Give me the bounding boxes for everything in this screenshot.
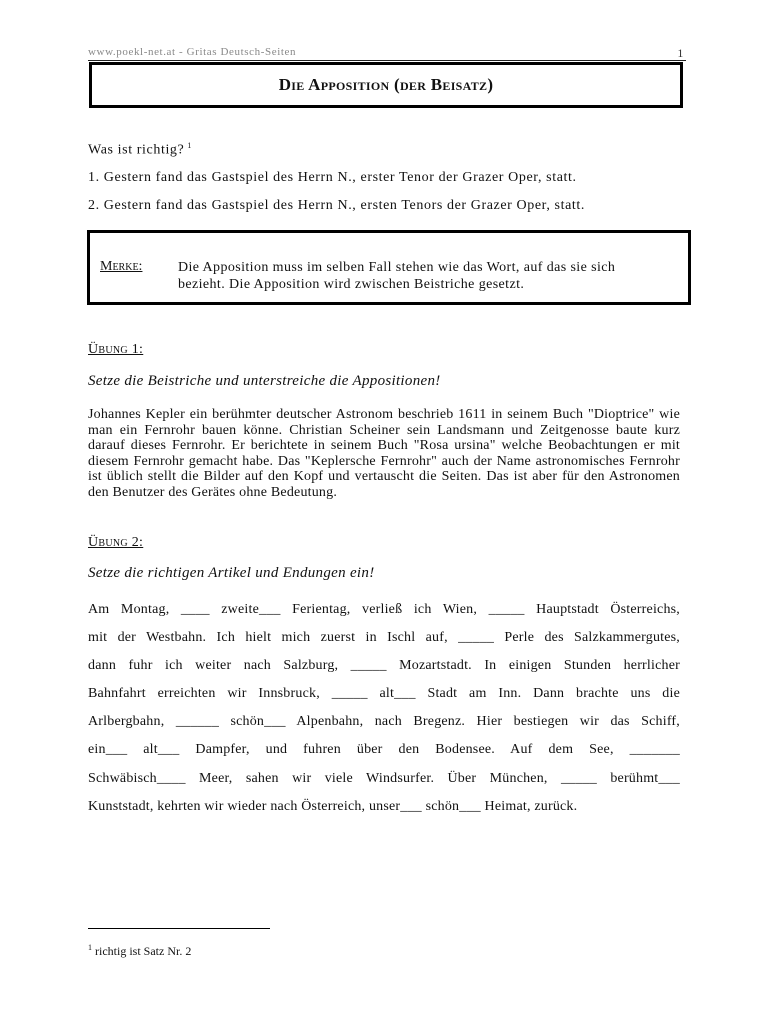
page-number: 1 bbox=[677, 46, 684, 60]
question-option-2: 2. Gestern fand das Gastspiel des Herrn N., ersten Tenors der Grazer Oper, statt. bbox=[88, 198, 585, 213]
question-prompt-text: Was ist richtig? bbox=[88, 142, 185, 158]
uebung2-line: Kunststadt, kehrten wir wieder nach Österreich, unser___ schön___ Heimat, zurück. bbox=[88, 799, 578, 814]
question-option-1: 1. Gestern fand das Gastspiel des Herrn N., erster Tenor der Grazer Oper, statt. bbox=[88, 170, 577, 185]
uebung2-line: ein___ alt___ Dampfer, und fuhren über den Bodensee. Auf dem See, _______ bbox=[88, 742, 680, 757]
uebung2-line: Schwäbisch____ Meer, sahen wir viele Windsurfer. Über München, _____ berühmt___ bbox=[88, 771, 680, 786]
footnote-number: 1 bbox=[88, 943, 92, 952]
footnote-text: richtig ist Satz Nr. 2 bbox=[95, 944, 192, 958]
header-source: www.poekl-net.at - Gritas Deutsch-Seiten bbox=[88, 46, 297, 58]
merke-box bbox=[87, 230, 691, 305]
footnote-ref: 1 bbox=[187, 141, 192, 150]
footnote-rule bbox=[88, 928, 270, 929]
uebung2-line: Am Montag, ____ zweite___ Ferientag, verließ ich Wien, _____ Hauptstadt Österreichs, bbox=[88, 602, 680, 617]
page-title: Die Apposition (der Beisatz) bbox=[278, 75, 494, 94]
uebung2-line: dann fuhr ich weiter nach Salzburg, _____ Mozartstadt. In einigen Stunden herrlicher bbox=[88, 658, 680, 673]
uebung2-line: Bahnfahrt erreichten wir Innsbruck, _____ alt___ Stadt am Inn. Dann brachte uns die bbox=[88, 686, 680, 701]
uebung2-instruction: Setze die richtigen Artikel und Endungen ein! bbox=[88, 565, 375, 581]
question-prompt bbox=[88, 141, 192, 159]
title-box bbox=[89, 62, 683, 108]
uebung1-instruction: Setze die Beistriche und unterstreiche die Appositionen! bbox=[88, 373, 441, 389]
uebung2-line: Arlbergbahn, ______ schön___ Alpenbahn, nach Bregenz. Hier bestiegen wir das Schiff, bbox=[88, 714, 680, 729]
footnote bbox=[88, 943, 191, 959]
page-header bbox=[88, 44, 686, 61]
uebung2-line: mit der Westbahn. Ich hielt mich zuerst in Ischl auf, _____ Perle des Salzkammergutes, bbox=[88, 630, 680, 645]
uebung1-text: Johannes Kepler ein berühmter deutscher Astronom beschrieb 1611 in seinem Buch "Dioptrice" wie man ein Fernrohr bauen könne. Christian Scheiner sein Landsmann und Zeitgenosse baute kurz darauf dieses Fernrohr. Er berichtete in seinem Buch "Rosa ursina" welche Beobachtungen er mit diesem Fernrohr gemacht habe. Das "Keplersche Fernrohr" auch der Name astronomisches Fernrohr ist üblich stellt die Bilder auf den Kopf und vertauscht die Seiten. Das ist aber für den Astronomen den Benutzer des Gerätes ohne Bedeutung. bbox=[88, 407, 680, 500]
uebung2-heading: Übung 2: bbox=[88, 535, 144, 550]
uebung1-heading: Übung 1: bbox=[88, 342, 144, 357]
merke-text: Die Apposition muss im selben Fall stehen wie das Wort, auf das sie sich bezieht. Die Apposition wird zwischen Beistriche gesetzt. bbox=[178, 260, 616, 292]
merke-label: Merke: bbox=[100, 259, 143, 274]
